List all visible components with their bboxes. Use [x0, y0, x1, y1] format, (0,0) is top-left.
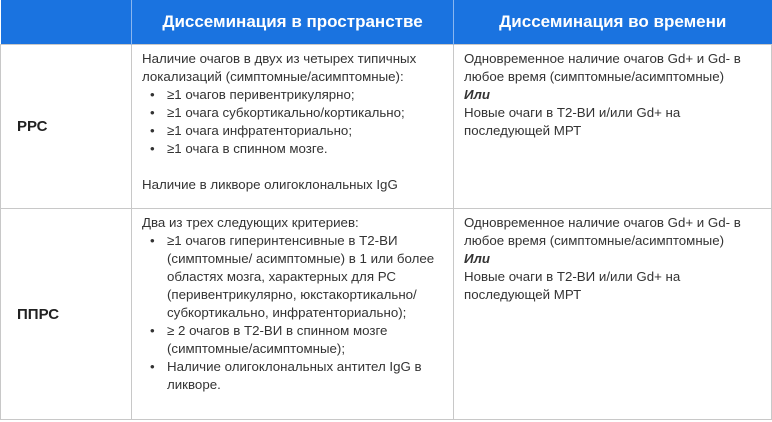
header-corner [1, 0, 132, 45]
cell-rrs-space [132, 45, 454, 209]
list-item: • ≥1 очагов гиперинтенсивные в Т2-ВИ (симптомные/ асимптомные) в 1 или более областях мозга, характерных для РС (перивентрикулярно, юкстакортикально/субкортикально, инфратенториально); [142, 232, 445, 322]
rrs-space-intro: Наличие очагов в двух из четырех типичных локализаций (симптомные/асимптомные): [142, 51, 417, 84]
rrs-time-second: Новые очаги в Т2-ВИ и/или Gd+ на последующей МРТ [464, 105, 681, 138]
pprs-time-or: Или [464, 251, 490, 266]
header-row [1, 0, 772, 45]
cell-pprs-space [132, 209, 454, 420]
header-time-dissemination: Диссеминация во времени [454, 0, 772, 45]
list-item: • ≥ 2 очагов в Т2-ВИ в спинном мозге (симптомные/асимптомные); [142, 322, 445, 358]
row-label-rrs: РРС [1, 45, 132, 209]
rrs-space-list [142, 86, 445, 158]
list-item: • ≥1 очагов перивентрикулярно; [142, 86, 445, 104]
rrs-time-first: Одновременное наличие очагов Gd+ и Gd- в любое время (симптомные/асимптомные) [464, 51, 741, 84]
pprs-time-first: Одновременное наличие очагов Gd+ и Gd- в любое время (симптомные/асимптомные) [464, 215, 741, 248]
table-row-pprs [1, 209, 772, 420]
list-item: • ≥1 очага в спинном мозге. [142, 140, 445, 158]
header-space-dissemination: Диссеминация в пространстве [132, 0, 454, 45]
cell-rrs-time [454, 45, 772, 209]
pprs-time-second: Новые очаги в Т2-ВИ и/или Gd+ на последующей МРТ [464, 269, 681, 302]
rrs-space-note: Наличие в ликворе олигоклональных IgG [142, 177, 398, 192]
list-item: • ≥1 очага инфратенториально; [142, 122, 445, 140]
table-row-rrs [1, 45, 772, 209]
list-item: • Наличие олигоклональных антител IgG в ликворе. [142, 358, 445, 394]
cell-pprs-time [454, 209, 772, 420]
list-item: • ≥1 очага субкортикально/кортикально; [142, 104, 445, 122]
rrs-time-or: Или [464, 87, 490, 102]
pprs-space-list [142, 232, 445, 394]
pprs-space-intro: Два из трех следующих критериев: [142, 215, 359, 230]
row-label-pprs: ППРС [1, 209, 132, 420]
